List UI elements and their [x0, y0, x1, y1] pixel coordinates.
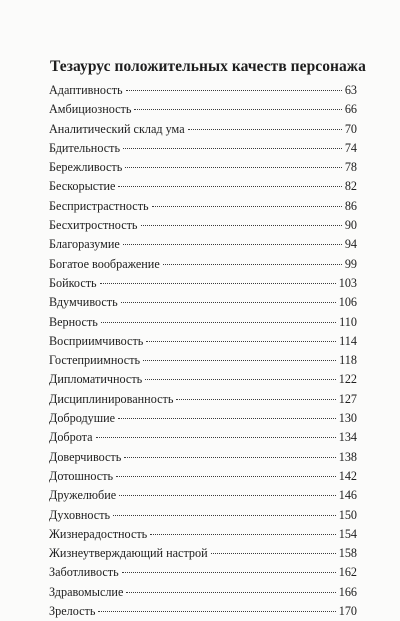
toc-entry	[49, 448, 357, 467]
toc-entry	[49, 216, 357, 235]
toc-entry	[49, 235, 357, 254]
dot-leader	[123, 244, 342, 245]
dot-leader	[122, 572, 336, 573]
toc-entry	[49, 313, 357, 332]
toc-entry-page-number: 70	[344, 121, 357, 136]
toc-entry-page-number: 127	[338, 391, 357, 406]
toc-entry	[49, 525, 357, 544]
toc-entry-title: Гостеприимность	[49, 353, 141, 368]
toc-entry-title: Здравомыслие	[49, 584, 124, 599]
toc-entry-title: Адаптивность	[49, 83, 123, 97]
toc-entry	[49, 602, 357, 621]
toc-entry-title: Дипломатичность	[49, 372, 143, 387]
toc-entry-page-number: 158	[338, 546, 357, 561]
toc-entry	[49, 255, 357, 274]
toc-entry-title: Беспристрастность	[49, 198, 149, 213]
toc-entry-page-number: 134	[338, 430, 357, 445]
toc-entry-title: Верность	[49, 314, 98, 329]
dot-leader	[96, 437, 336, 438]
toc-entry-title: Доброта	[49, 430, 93, 445]
toc-entry-title: Дотошность	[49, 468, 114, 483]
toc-entry-title: Добродушие	[49, 411, 116, 426]
toc-entry	[49, 409, 357, 428]
dot-leader	[116, 476, 336, 477]
dot-leader	[143, 360, 336, 361]
dot-leader	[118, 418, 336, 419]
toc-entry	[49, 370, 357, 389]
toc-heading: Тезаурус положительных качеств персонажа	[50, 58, 366, 75]
dot-leader	[145, 379, 336, 380]
toc-entry-title: Жизнерадостность	[49, 526, 148, 541]
dot-leader	[146, 341, 336, 342]
toc-entry	[49, 544, 357, 563]
toc-entry-page-number: 122	[338, 372, 357, 387]
toc-entry	[49, 428, 357, 447]
toc-entry-title: Бесхитростность	[49, 218, 138, 233]
toc-entry	[49, 293, 357, 312]
dot-leader	[163, 264, 342, 265]
toc-entry-page-number: 99	[344, 256, 357, 271]
dot-leader	[113, 515, 336, 516]
toc-entry	[49, 506, 357, 525]
toc-entry	[49, 583, 357, 602]
toc-entry	[49, 332, 357, 351]
toc-entry-page-number: 154	[338, 526, 357, 541]
dot-leader	[134, 109, 341, 110]
toc-entry-page-number: 86	[344, 198, 357, 213]
toc-entry-title: Духовность	[49, 507, 111, 522]
toc-entry-title: Дисциплинированность	[49, 391, 174, 406]
toc-entry	[49, 158, 357, 177]
toc-list	[49, 81, 357, 621]
toc-entry	[49, 177, 357, 196]
dot-leader	[176, 399, 335, 400]
dot-leader	[100, 283, 336, 284]
dot-leader	[125, 167, 342, 168]
toc-entry-page-number: 63	[344, 83, 357, 97]
dot-leader	[121, 302, 336, 303]
toc-entry-title: Бескорыстие	[49, 179, 116, 194]
toc-entry-page-number: 118	[339, 353, 357, 368]
toc-entry	[49, 351, 357, 370]
toc-entry-page-number: 130	[338, 411, 357, 426]
toc-entry-title: Аналитический склад ума	[49, 121, 185, 136]
toc-entry-title: Вдумчивость	[49, 295, 118, 310]
toc-entry-page-number: 94	[344, 237, 357, 252]
dot-leader	[124, 457, 335, 458]
toc-entry-page-number: 114	[339, 333, 357, 348]
toc-entry-page-number: 146	[338, 488, 357, 503]
toc-entry-title: Амбициозность	[49, 102, 132, 117]
toc-entry-page-number: 138	[338, 449, 357, 464]
dot-leader	[126, 90, 342, 91]
toc-entry-page-number: 82	[344, 179, 357, 194]
toc-entry-page-number: 166	[338, 584, 357, 599]
dot-leader	[98, 611, 335, 612]
dot-leader	[118, 186, 341, 187]
dot-leader	[126, 592, 335, 593]
toc-entry-title: Заботливость	[49, 565, 119, 580]
toc-entry-page-number: 90	[344, 218, 357, 233]
toc-entry-page-number: 142	[338, 468, 357, 483]
toc-entry-title: Зрелость	[49, 604, 96, 619]
toc-entry	[49, 81, 357, 100]
toc-entry-title: Бережливость	[49, 160, 123, 175]
toc-entry-page-number: 106	[338, 295, 357, 310]
toc-entry-page-number: 150	[338, 507, 357, 522]
toc-entry-page-number: 66	[344, 102, 357, 117]
toc-entry-page-number: 74	[344, 140, 357, 155]
toc-entry	[49, 120, 357, 139]
dot-leader	[141, 225, 342, 226]
dot-leader	[119, 495, 336, 496]
dot-leader	[101, 322, 336, 323]
toc-entry-title: Бдительность	[49, 140, 121, 155]
toc-entry-title: Восприимчивость	[49, 333, 144, 348]
toc-entry-title: Благоразумие	[49, 237, 120, 252]
toc-entry	[49, 467, 357, 486]
toc-entry-page-number: 110	[339, 314, 357, 329]
toc-entry-title: Богатое воображение	[49, 256, 160, 271]
toc-entry-page-number: 170	[338, 604, 357, 619]
dot-leader	[152, 206, 342, 207]
toc-entry	[49, 390, 357, 409]
dot-leader	[188, 129, 342, 130]
toc-entry	[49, 274, 357, 293]
dot-leader	[211, 553, 336, 554]
toc-entry	[49, 100, 357, 119]
toc-entry-page-number: 78	[344, 160, 357, 175]
toc-entry	[49, 197, 357, 216]
dot-leader	[123, 148, 342, 149]
toc-entry-title: Дружелюбие	[49, 488, 117, 503]
toc-entry	[49, 486, 357, 505]
dot-leader	[150, 534, 335, 535]
toc-entry-title: Доверчивость	[49, 449, 122, 464]
toc-entry-page-number: 162	[338, 565, 357, 580]
toc-entry-title: Бойкость	[49, 275, 97, 290]
toc-entry-page-number: 103	[338, 275, 357, 290]
toc-entry-title: Жизнеутверждающий настрой	[49, 546, 208, 561]
toc-entry	[49, 139, 357, 158]
toc-entry	[49, 563, 357, 582]
